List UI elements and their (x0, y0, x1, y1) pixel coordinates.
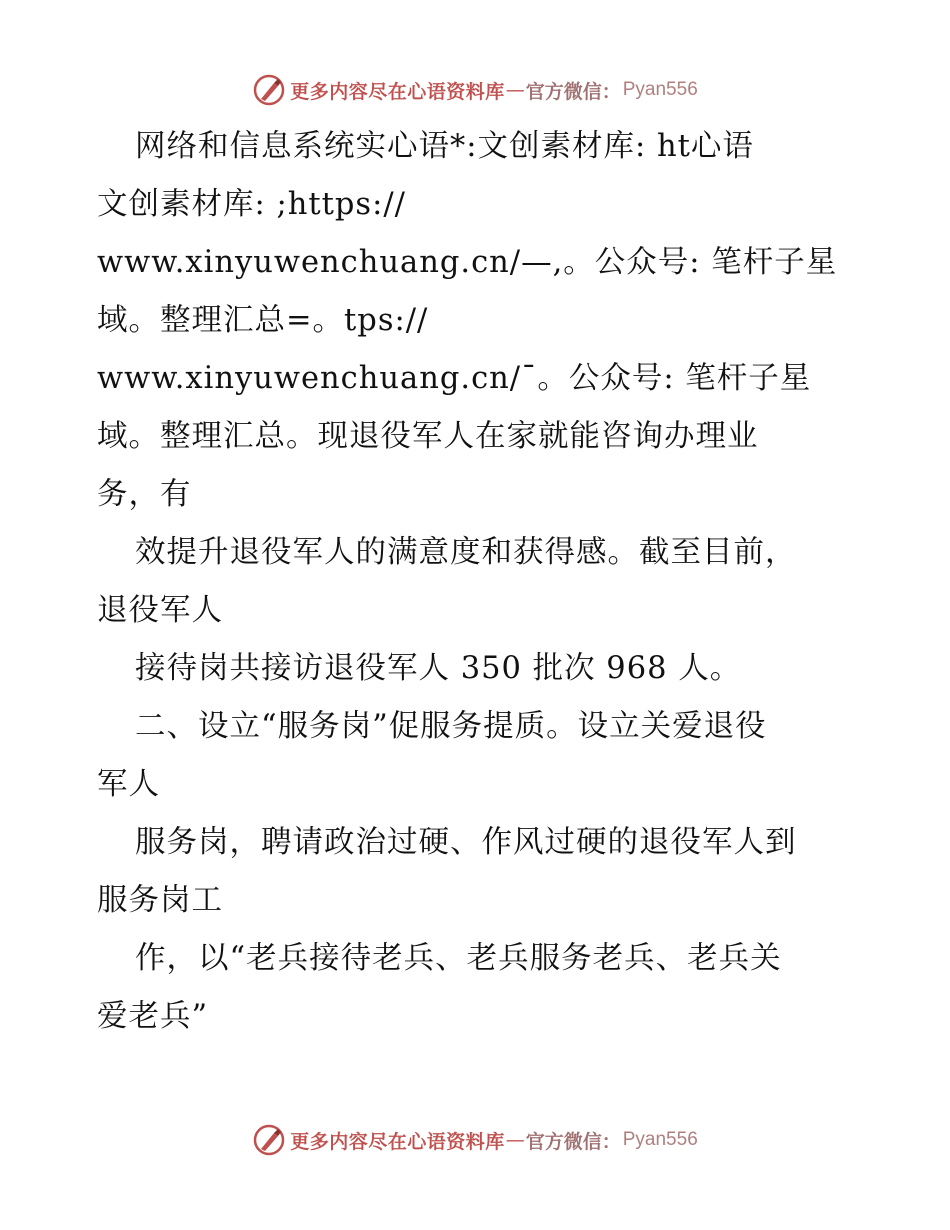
pen-logo-icon (252, 1123, 286, 1157)
banner-wechat-id: Pyan556 (622, 79, 698, 100)
text-line: 二、设立“服务岗”促服务提质。设立关爱退役 (135, 709, 767, 744)
text-line: 服务岗工 (97, 883, 223, 918)
pen-logo-icon (252, 73, 286, 107)
banner-wechat-id: Pyan556 (622, 1129, 698, 1150)
text-line: 军人 (97, 767, 160, 802)
banner-slogan: 更多内容尽在心语资料库 (290, 80, 505, 103)
banner-wechat-label: 官方微信： (525, 1130, 621, 1153)
text-line: 域。整理汇总=。tps:// (97, 303, 429, 338)
footer-banner (0, 1123, 950, 1157)
text-line: 网络和信息系统实心语*:文创素材库: ht心语 (135, 129, 754, 164)
banner-slogan: 更多内容尽在心语资料库 (290, 1130, 505, 1153)
text-line: 域。整理汇总。现退役军人在家就能咨询办理业 (97, 419, 759, 454)
document-body (97, 118, 877, 1046)
text-line: 文创素材库: ;https:// (97, 187, 406, 222)
text-line: 爱老兵” (97, 999, 209, 1034)
banner-wechat-label: 官方微信： (525, 80, 621, 103)
banner-dash: — (505, 79, 525, 101)
text-line: www.xinyuwenchuang.cn/¯。公众号: 笔杆子星 (97, 361, 812, 396)
text-line: 退役军人 (97, 593, 223, 628)
text-line: 作，以“老兵接待老兵、老兵服务老兵、老兵关 (135, 941, 782, 976)
banner-dash: — (505, 1129, 525, 1151)
text-line: 效提升退役军人的满意度和获得感。截至目前， (135, 535, 797, 570)
text-line: 服务岗，聘请政治过硬、作风过硬的退役军人到 (135, 825, 797, 860)
header-banner (0, 73, 950, 107)
text-line: 务，有 (97, 477, 192, 512)
text-line: www.xinyuwenchuang.cn/—,。公众号: 笔杆子星 (97, 245, 838, 280)
text-line: 接待岗共接访退役军人 350 批次 968 人。 (135, 651, 742, 686)
